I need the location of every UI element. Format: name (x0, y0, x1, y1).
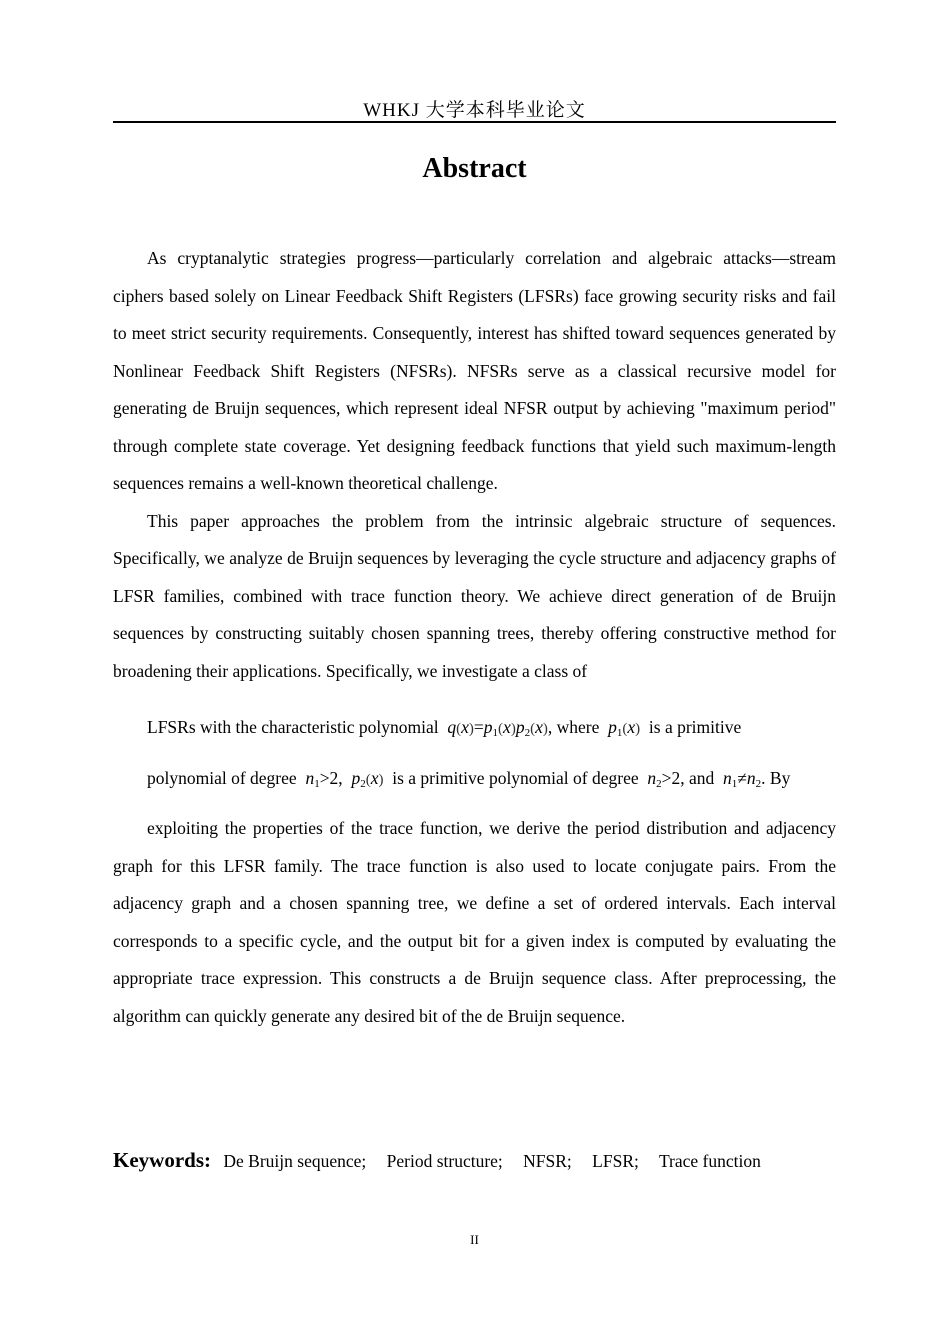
formula-line-1 (113, 690, 836, 770)
formula-n2-gt-2: $n_2>2$ (647, 768, 681, 790)
formula-line-1-where: , where (547, 717, 600, 737)
formula-line-1-prefix: LFSRs with the characteristic polynomial (147, 717, 439, 737)
document-page (113, 0, 836, 1344)
abstract-paragraph-2 (113, 503, 836, 1036)
formula-n1-gt-2: $n_1>2$, (305, 768, 343, 790)
formula-q-equals-p1-p2: $q(x)=p_1(x)p_2(x)$ (447, 717, 548, 739)
page-title: Abstract (422, 153, 527, 184)
keyword-item: Trace function (658, 1151, 761, 1171)
keyword-item: NFSR; (523, 1151, 572, 1171)
keywords-line (113, 1148, 836, 1173)
abstract-body (113, 240, 836, 1035)
formula-line-2-and: , and (680, 768, 715, 788)
keyword-item: LFSR; (592, 1151, 639, 1171)
paragraph-2-part-2: exploiting the properties of the trace function, we derive the period distribution and adjacency graph for this LFSR family. The trace function is also used to locate conjugate pairs. From the adjacency graph and a chosen spanning tree, we define a set of ordered intervals. Each interval corresponds to a specific cycle, and the output bit for a given index is computed by evaluating the appropriate trace expression. This constructs a de Bruijn sequence class. After preprocessing, the algorithm can quickly generate any desired bit of the de Bruijn sequence. (113, 818, 836, 1026)
paragraph-2-part-1: This paper approaches the problem from the intrinsic algebraic structure of sequences. Specifically, we analyze de Bruijn sequences by leveraging the cycle structure and adjacency graphs of LFSR families, combined with trace function theory. We achieve direct generation of de Bruijn sequences by constructing suitably chosen spanning trees, thereby offering constructive method for broadening their applications. Specifically, we investigate a class of (113, 510, 836, 681)
keyword-item: De Bruijn sequence; (223, 1151, 367, 1171)
formula-line-2 (113, 764, 836, 798)
formula-line-2-mid: is a primitive polynomial of degree (392, 768, 639, 788)
formula-n1-neq-n2: $n_1\ne n_2$ (723, 768, 762, 790)
keywords-label: Keywords: (113, 1148, 211, 1172)
formula-line-1-suffix: is a primitive (648, 717, 742, 737)
keyword-item: Period structure; (386, 1151, 503, 1171)
header-divider (113, 121, 836, 123)
page-header: WHKJ 大学本科毕业论文 (363, 100, 586, 121)
page-number: II (470, 1232, 479, 1247)
formula-p1: $p_1(x)$ (608, 717, 641, 739)
formula-p2: $p_2(x)$ (351, 768, 384, 790)
formula-line-2-prefix: polynomial of degree (147, 768, 297, 788)
formula-line-2-suffix: . By (761, 768, 791, 788)
abstract-paragraph-1: As cryptanalytic strategies progress—particularly correlation and algebraic attacks—stream ciphers based solely on Linear Feedback Shift Registers (LFSRs) face growing security risks and fail to meet strict security requirements. Consequently, interest has shifted toward sequences generated by Nonlinear Feedback Shift Registers (NFSRs). NFSRs serve as a classical recursive model for generating de Bruijn sequences, which represent ideal NFSR output by achieving "maximum period" through complete state coverage. Yet designing feedback functions that yield such maximum-length sequences remains a well-known theoretical challenge. (113, 248, 836, 493)
